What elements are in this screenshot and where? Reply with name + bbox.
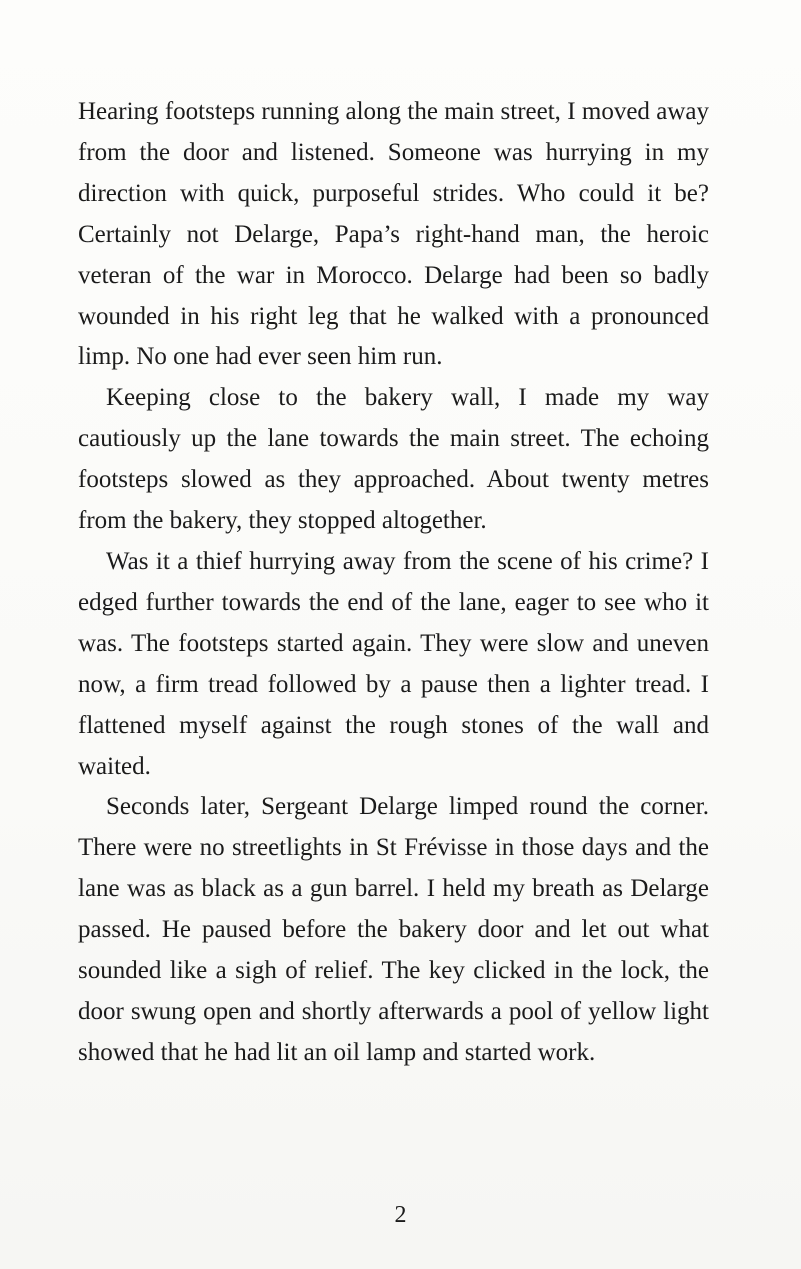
paragraph-4: Seconds later, Sergeant Delarge limped round the corner. There were no streetlights in St Frévisse in those days and the lane was as black as a gun barrel. I held my breath as Delarge passed. He paused before the bakery door and let out what sounded like a sigh of relief. The key clicked in the lock, the door swung open and shortly afterwards a pool of yellow light showed that he had lit an oil lamp and started work. (78, 793, 709, 1066)
paragraph-2: Keeping close to the bakery wall, I made my way cautiously up the lane towards the main street. The echoing footsteps slowed as they approached. About twenty metres from the bakery, they stopped altogether. (78, 384, 709, 535)
page-number: 2 (394, 1202, 407, 1228)
paragraph-3: Was it a thief hurrying away from the scene of his crime? I edged further towards the end of the lane, eager to see who it was. The footsteps started again. They were slow and uneven now, a firm tread followed by a pause then a lighter tread. I flattened myself against the rough stones of the wall and waited. (78, 547, 709, 780)
body-text (78, 92, 709, 1074)
paragraph-1: Hearing footsteps running along the main street, I moved away from the door and listened. Someone was hurrying in my direction with quick, purposeful strides. Who could it be? Certainly not Delarge, Papa’s right-hand man, the heroic veteran of the war in Morocco. Delarge had been so badly wounded in his right leg that he walked with a pronounced limp. No one had ever seen him run. (78, 98, 709, 371)
